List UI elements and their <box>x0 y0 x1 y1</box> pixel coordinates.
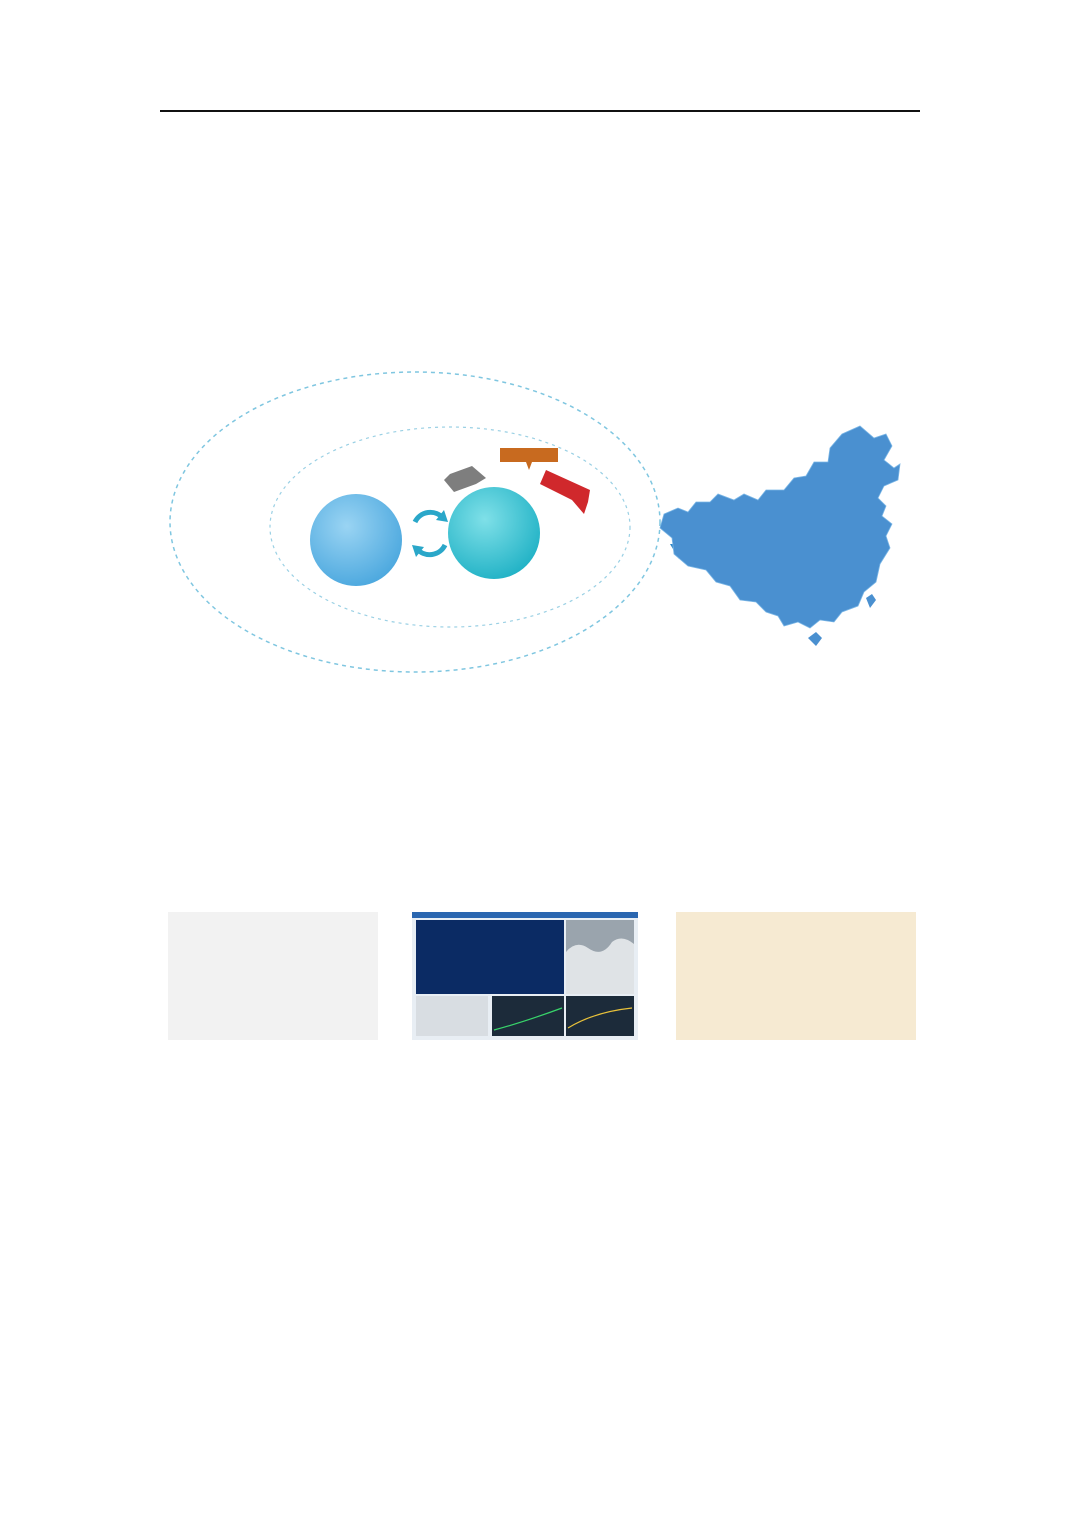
visitor-compare-chart <box>676 912 916 1040</box>
flow-stats-screen <box>412 912 638 1040</box>
china-map <box>660 426 900 628</box>
section-heading <box>164 220 280 251</box>
visitor-total-chart <box>168 912 378 1040</box>
tag-iot <box>500 448 558 470</box>
smart-tourism-diagram <box>160 352 920 682</box>
tag-cloud-computing <box>444 466 486 492</box>
header-rule <box>160 110 920 112</box>
tag-mobile-internet <box>540 470 590 514</box>
